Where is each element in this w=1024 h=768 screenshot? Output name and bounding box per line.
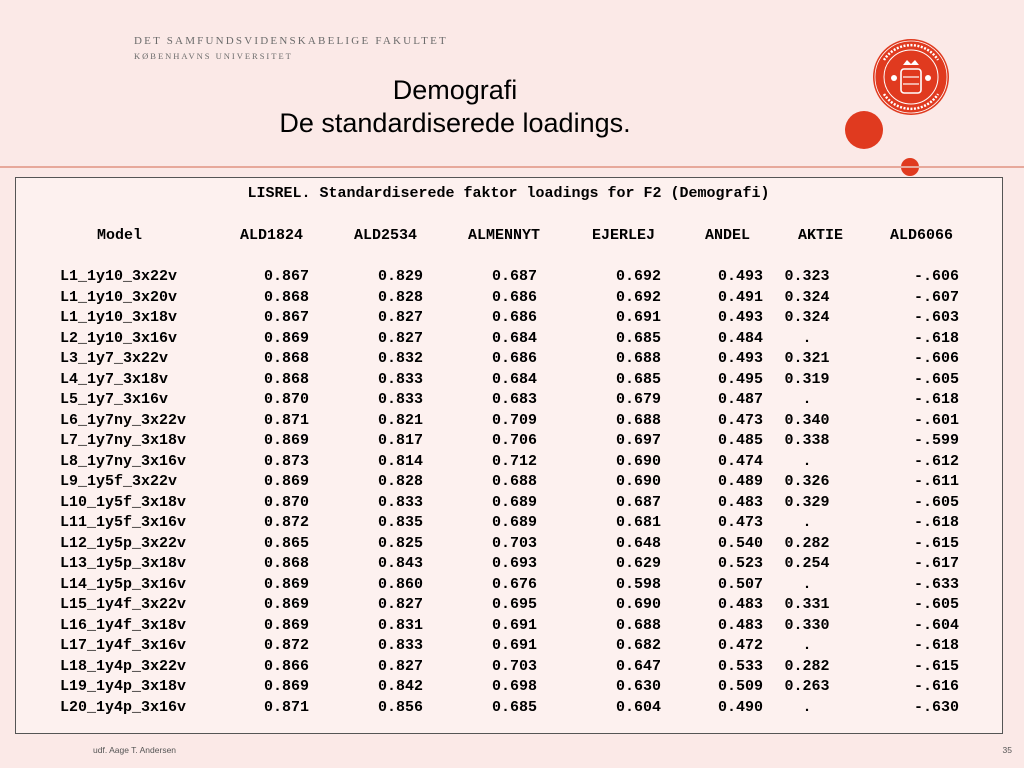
loading-value-cell: 0.695: [491, 596, 537, 613]
loading-value-cell: 0.835: [377, 514, 423, 531]
loading-value-cell: 0.873: [263, 452, 309, 470]
model-name-cell: L17_1y4f_3x16v: [60, 637, 187, 654]
loading-value-cell: 0.630: [615, 678, 661, 695]
table-row: [16, 288, 959, 309]
loading-value-cell: 0.495: [717, 370, 763, 388]
loading-value-cell: 0.689: [491, 514, 537, 531]
loading-value-cell: 0.868: [263, 555, 309, 572]
loading-value-cell: 0.282: [784, 534, 830, 552]
loading-value-cell: 0.869: [263, 473, 309, 490]
loading-value-cell: 0.869: [263, 616, 309, 634]
table-row: [16, 616, 959, 637]
model-name-cell: L12_1y5p_3x22v: [60, 534, 187, 552]
model-name-cell: L1_1y10_3x22v: [60, 268, 178, 285]
loading-value-cell: 0.473: [717, 411, 763, 429]
loading-value-cell: 0.493: [717, 350, 763, 367]
model-name-cell: L9_1y5f_3x22v: [60, 473, 178, 490]
model-name-cell: L15_1y4f_3x22v: [60, 596, 187, 613]
table-row: [16, 267, 959, 288]
loading-value-cell: 0.679: [615, 391, 661, 408]
loading-value-cell: 0.331: [784, 596, 830, 613]
loading-value-cell: 0.698: [491, 678, 537, 695]
loading-value-cell: 0.827: [377, 329, 423, 347]
loading-value-cell: 0.483: [717, 616, 763, 634]
loading-value-cell: 0.509: [717, 678, 763, 695]
loading-value-cell: -.601: [913, 411, 959, 429]
loading-value-cell: -.616: [913, 678, 959, 695]
loading-value-cell: 0.709: [491, 411, 537, 429]
model-name-cell: L6_1y7ny_3x22v: [60, 411, 187, 429]
loading-value-cell: 0.685: [615, 370, 661, 388]
table-row: [16, 431, 959, 452]
loading-value-cell: 0.697: [615, 432, 661, 449]
loading-value-cell: 0.703: [491, 534, 537, 552]
loading-value-cell: 0.326: [784, 473, 830, 490]
loading-value-cell: 0.872: [263, 514, 309, 531]
loading-value-cell: -.603: [913, 309, 959, 326]
loading-value-cell: 0.712: [491, 452, 537, 470]
loading-value-cell: 0.321: [784, 350, 830, 367]
loading-value-cell: 0.473: [717, 514, 763, 531]
loading-value-cell: 0.706: [491, 432, 537, 449]
loading-value-cell: 0.682: [615, 637, 661, 654]
loading-value-cell: 0.870: [263, 391, 309, 408]
loading-value-cell: 0.833: [377, 493, 423, 511]
loading-value-cell: 0.833: [377, 391, 423, 408]
loading-value-cell: 0.828: [377, 473, 423, 490]
title-line-1: Demografi: [392, 75, 518, 105]
model-name-cell: L3_1y7_3x22v: [60, 350, 169, 367]
loading-value-cell: -.599: [913, 432, 959, 449]
loading-value-cell: 0.868: [263, 288, 309, 306]
table-row: [16, 575, 959, 596]
loading-value-cell: 0.490: [717, 698, 763, 716]
loading-value-cell: 0.684: [491, 370, 537, 388]
loading-value-cell: 0.689: [491, 493, 537, 511]
loading-value-cell: 0.647: [615, 657, 661, 675]
loading-value-cell: 0.489: [717, 473, 763, 490]
loading-value-cell: -.606: [913, 268, 959, 285]
loading-value-cell: -.606: [913, 350, 959, 367]
model-name-cell: L20_1y4p_3x16v: [60, 698, 187, 716]
loading-value-cell: 0.871: [263, 698, 309, 716]
loading-value-cell: 0.866: [263, 657, 309, 675]
loading-value-cell: -.605: [913, 370, 959, 388]
loading-value-cell: 0.865: [263, 534, 309, 552]
slide-title: [0, 74, 910, 140]
loading-value-cell: 0.282: [784, 657, 830, 675]
loading-value-cell: -.615: [913, 657, 959, 675]
loading-value-cell: -.611: [913, 473, 959, 490]
loading-value-cell: .: [802, 637, 812, 654]
column-header: AKTIE: [798, 227, 844, 244]
model-name-cell: L2_1y10_3x16v: [60, 329, 178, 347]
table-row: [16, 329, 959, 350]
loading-value-cell: -.618: [913, 514, 959, 531]
loading-value-cell: 0.507: [717, 575, 763, 593]
loading-value-cell: 0.263: [784, 678, 830, 695]
loading-value-cell: 0.472: [717, 637, 763, 654]
loading-value-cell: -.607: [913, 288, 959, 306]
loading-value-cell: 0.483: [717, 493, 763, 511]
column-header: EJERLEJ: [592, 227, 656, 244]
loading-value-cell: 0.827: [377, 596, 423, 613]
model-name-cell: L8_1y7ny_3x16v: [60, 452, 187, 470]
loading-value-cell: 0.688: [491, 473, 537, 490]
table-row: [16, 657, 959, 678]
loading-value-cell: 0.869: [263, 678, 309, 695]
loading-value-cell: 0.523: [717, 555, 763, 572]
table-row: [16, 493, 959, 514]
loading-value-cell: 0.832: [377, 350, 423, 367]
loading-value-cell: 0.828: [377, 288, 423, 306]
loading-value-cell: 0.493: [717, 268, 763, 285]
loading-value-cell: 0.688: [615, 616, 661, 634]
loading-value-cell: 0.340: [784, 411, 830, 429]
loading-value-cell: 0.604: [615, 698, 661, 716]
loading-value-cell: 0.681: [615, 514, 661, 531]
table-row: [16, 534, 959, 555]
loading-value-cell: 0.872: [263, 637, 309, 654]
loading-value-cell: 0.860: [377, 575, 423, 593]
model-name-cell: L7_1y7ny_3x18v: [60, 432, 187, 449]
model-name-cell: L13_1y5p_3x18v: [60, 555, 187, 572]
loading-value-cell: 0.329: [784, 493, 830, 511]
loading-value-cell: 0.703: [491, 657, 537, 675]
loading-value-cell: 0.324: [784, 309, 830, 326]
model-name-cell: L18_1y4p_3x22v: [60, 657, 187, 675]
loading-value-cell: .: [802, 514, 812, 531]
loading-value-cell: 0.833: [377, 370, 423, 388]
table-row: [16, 636, 959, 657]
loading-value-cell: 0.687: [491, 268, 537, 285]
column-header: ALMENNYT: [468, 227, 541, 244]
table-row: [16, 390, 959, 411]
loading-value-cell: 0.533: [717, 657, 763, 675]
table-row: [16, 308, 959, 329]
table-row: [16, 370, 959, 391]
loading-value-cell: 0.868: [263, 350, 309, 367]
loading-value-cell: 0.856: [377, 698, 423, 716]
loading-value-cell: 0.693: [491, 555, 537, 572]
loading-value-cell: -.618: [913, 391, 959, 408]
table-row: [16, 595, 959, 616]
loading-value-cell: .: [802, 391, 812, 408]
loading-value-cell: 0.831: [377, 616, 423, 634]
loading-value-cell: 0.323: [784, 268, 830, 285]
model-name-cell: L10_1y5f_3x18v: [60, 493, 187, 511]
loading-value-cell: 0.821: [377, 411, 423, 429]
column-header: ANDEL: [705, 227, 751, 244]
loading-value-cell: 0.330: [784, 616, 830, 634]
loading-value-cell: 0.869: [263, 432, 309, 449]
table-row: [16, 698, 959, 719]
loading-value-cell: 0.683: [491, 391, 537, 408]
loading-value-cell: 0.868: [263, 370, 309, 388]
loading-value-cell: 0.493: [717, 309, 763, 326]
loading-value-cell: 0.686: [491, 350, 537, 367]
column-header: ALD1824: [240, 227, 304, 244]
loading-value-cell: 0.684: [491, 329, 537, 347]
loading-value-cell: 0.629: [615, 555, 661, 572]
loading-value-cell: 0.685: [491, 698, 537, 716]
model-name-cell: L19_1y4p_3x18v: [60, 678, 187, 695]
faculty-header: [134, 35, 448, 61]
loading-value-cell: 0.817: [377, 432, 423, 449]
loading-value-cell: 0.540: [717, 534, 763, 552]
page-number: 35: [1002, 745, 1012, 755]
loading-value-cell: 0.676: [491, 575, 537, 593]
loading-value-cell: 0.690: [615, 473, 661, 490]
loading-value-cell: -.633: [913, 575, 959, 593]
loading-value-cell: 0.692: [615, 288, 661, 306]
loading-value-cell: 0.691: [491, 616, 537, 634]
loading-value-cell: 0.867: [263, 268, 309, 285]
loading-value-cell: 0.692: [615, 268, 661, 285]
loading-value-cell: 0.825: [377, 534, 423, 552]
table-caption: LISREL. Standardiserede faktor loadings for F2 (Demografi): [247, 185, 770, 202]
loading-value-cell: 0.871: [263, 411, 309, 429]
loading-value-cell: 0.485: [717, 432, 763, 449]
loading-value-cell: 0.474: [717, 452, 763, 470]
loading-value-cell: 0.484: [717, 329, 763, 347]
model-name-cell: L5_1y7_3x16v: [60, 391, 169, 408]
loading-value-cell: -.604: [913, 616, 959, 634]
university-name: KØBENHAVNS UNIVERSITET: [134, 51, 293, 61]
loadings-table: [16, 267, 959, 718]
loading-value-cell: 0.867: [263, 309, 309, 326]
loading-value-cell: 0.686: [491, 309, 537, 326]
loading-value-cell: 0.690: [615, 596, 661, 613]
loading-value-cell: 0.691: [491, 637, 537, 654]
loading-value-cell: 0.686: [491, 288, 537, 306]
loading-value-cell: -.605: [913, 493, 959, 511]
loading-value-cell: 0.688: [615, 411, 661, 429]
loading-value-cell: .: [802, 698, 812, 716]
loading-value-cell: 0.338: [784, 432, 830, 449]
lisrel-output-panel: [15, 177, 1003, 734]
column-header: ALD2534: [354, 227, 418, 244]
table-row: [16, 677, 959, 698]
table-row: [16, 554, 959, 575]
loading-value-cell: 0.687: [615, 493, 661, 511]
header-divider: [0, 166, 1024, 168]
table-row: [16, 472, 959, 493]
loading-value-cell: 0.829: [377, 268, 423, 285]
loading-value-cell: -.612: [913, 452, 959, 470]
loading-value-cell: 0.254: [784, 555, 830, 572]
loading-value-cell: 0.685: [615, 329, 661, 347]
loading-value-cell: 0.833: [377, 637, 423, 654]
loading-value-cell: .: [802, 575, 812, 593]
loading-value-cell: 0.869: [263, 596, 309, 613]
loading-value-cell: 0.491: [717, 288, 763, 306]
loading-value-cell: -.615: [913, 534, 959, 552]
model-name-cell: L1_1y10_3x18v: [60, 309, 178, 326]
loading-value-cell: 0.842: [377, 678, 423, 695]
model-name-cell: L11_1y5f_3x16v: [60, 514, 187, 531]
loading-value-cell: -.630: [913, 698, 959, 716]
loading-value-cell: 0.598: [615, 575, 661, 593]
loading-value-cell: 0.869: [263, 329, 309, 347]
loading-value-cell: 0.814: [377, 452, 423, 470]
column-header: Model: [97, 227, 143, 244]
loading-value-cell: -.605: [913, 596, 959, 613]
faculty-name: DET SAMFUNDSVIDENSKABELIGE FAKULTET: [134, 35, 448, 47]
title-line-2: De standardiserede loadings.: [279, 108, 631, 138]
model-name-cell: L14_1y5p_3x16v: [60, 575, 187, 593]
column-header: ALD6066: [890, 227, 954, 244]
table-row: [16, 513, 959, 534]
model-name-cell: L4_1y7_3x18v: [60, 370, 169, 388]
model-name-cell: L16_1y4f_3x18v: [60, 616, 187, 634]
loading-value-cell: 0.869: [263, 575, 309, 593]
loading-value-cell: 0.648: [615, 534, 661, 552]
loading-value-cell: 0.319: [784, 370, 830, 388]
loading-value-cell: 0.827: [377, 309, 423, 326]
loading-value-cell: 0.483: [717, 596, 763, 613]
loading-value-cell: -.618: [913, 329, 959, 347]
loading-value-cell: -.618: [913, 637, 959, 654]
table-row: [16, 452, 959, 473]
table-row: [16, 349, 959, 370]
footer-author: udf. Aage T. Andersen: [93, 745, 177, 755]
loading-value-cell: .: [802, 329, 812, 347]
loading-value-cell: 0.688: [615, 350, 661, 367]
loading-value-cell: 0.843: [377, 555, 423, 572]
loading-value-cell: .: [802, 452, 812, 470]
table-row: [16, 411, 959, 432]
loading-value-cell: 0.487: [717, 391, 763, 408]
model-name-cell: L1_1y10_3x20v: [60, 288, 178, 306]
loading-value-cell: 0.690: [615, 452, 661, 470]
loading-value-cell: 0.827: [377, 657, 423, 675]
loading-value-cell: 0.691: [615, 309, 661, 326]
loading-value-cell: 0.324: [784, 288, 830, 306]
loading-value-cell: 0.870: [263, 493, 309, 511]
loading-value-cell: -.617: [913, 555, 959, 572]
